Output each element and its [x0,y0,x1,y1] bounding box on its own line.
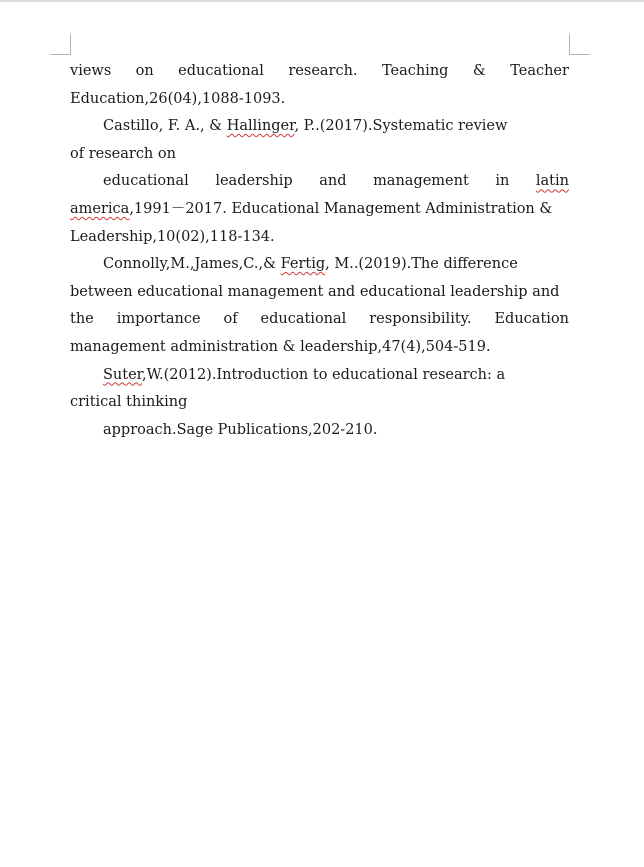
spellcheck-flagged-word[interactable]: Fertig [280,256,326,273]
text-line: Education,26(04),1088-1093. [70,90,286,107]
text-line: views on educational research. Teaching & Teacher [70,63,569,79]
document-body[interactable] [70,58,569,444]
window-top-edge [0,0,644,2]
text-line: the importance of educational responsibility. Education [70,311,569,328]
spellcheck-flagged-word[interactable]: Suter [103,366,143,383]
text-line: educational leadership and management in latin [70,168,569,196]
text-line: approach.Sage Publications,202-210. [103,421,378,438]
reference-start-line: Castillo, F. A., & Hallinger, P..(2017).Systematic review [103,118,508,135]
text-line: between educational management and educational leadership and [70,283,560,300]
spellcheck-flagged-word[interactable]: latin [535,173,569,190]
reference-start-line: Connolly,M.,James,C.,& Fertig, M..(2019).The difference [103,256,518,273]
text-line: critical thinking [70,394,188,411]
text-line: of research on [70,145,176,162]
reference-start-line: Suter,W.(2012).Introduction to educational research: a [103,366,506,383]
spellcheck-flagged-word[interactable]: america [70,200,130,217]
text-line: management administration & leadership,47(4),504-519. [70,338,491,355]
margin-corner-top-left [50,34,71,55]
text-line: Leadership,10(02),118-134. [70,228,275,245]
spellcheck-flagged-word[interactable]: Hallinger [226,118,295,135]
text-line: america,1991－2017. Educational Management Administration & [70,200,553,217]
margin-corner-top-right [569,34,590,55]
